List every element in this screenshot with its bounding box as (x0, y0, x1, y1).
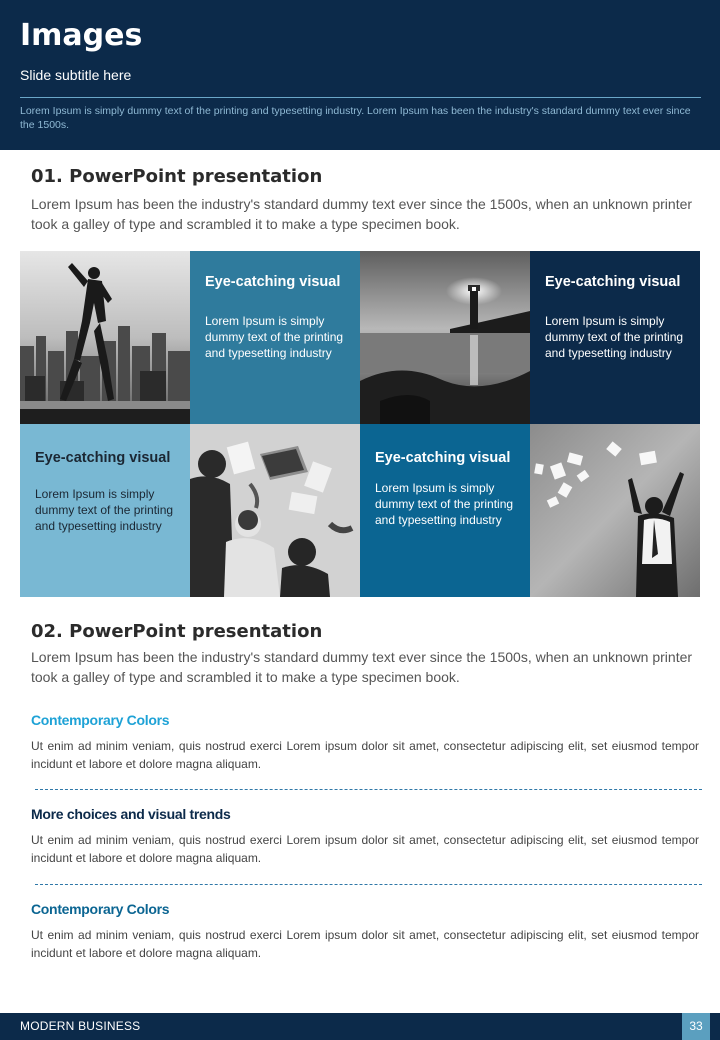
tile-heading: Eye-catching visual (545, 274, 681, 290)
item-divider (35, 884, 702, 885)
item-divider (35, 789, 702, 790)
tile-body: Lorem Ipsum is simply dummy text of the printing and typesetting industry (545, 314, 684, 360)
item-1-heading: Contemporary Colors (31, 712, 170, 728)
header-lead-text: Lorem Ipsum is simply dummy text of the printing and typesetting industry. Lorem Ipsum has been the industry's standard dummy text ever since the 1500s. (20, 105, 691, 131)
tile-body: Lorem Ipsum is simply dummy text of the printing and typesetting industry (35, 487, 174, 533)
section-1-text: Lorem Ipsum has been the industry's standard dummy text ever since the 1500s, when an unknown printer took a galley of type and scrambled it to make a type specimen book. (31, 196, 693, 232)
item-2-heading: More choices and visual trends (31, 806, 231, 822)
tile-heading: Eye-catching visual (35, 450, 171, 466)
item-1-text: Ut enim ad minim veniam, quis nostrud exerci Lorem ipsum dolor sit amet, consectetur adipiscing elit, set eiusmod tempor incidunt et labore et dolore magna aliquam. (31, 739, 699, 771)
page-number: 33 (682, 1013, 710, 1040)
team-meeting-photo (190, 424, 360, 597)
lighthouse-photo (360, 251, 530, 424)
tile-heading: Eye-catching visual (375, 450, 511, 466)
header-divider (20, 97, 701, 98)
section-2-title: 02. PowerPoint presentation (31, 621, 323, 642)
tile-body: Lorem Ipsum is simply dummy text of the printing and typesetting industry (375, 481, 514, 527)
feature-tile-4 (360, 424, 530, 597)
tile-heading: Eye-catching visual (205, 274, 341, 290)
feature-tile-1 (190, 251, 360, 424)
visual-grid (20, 251, 700, 597)
feature-tile-2 (530, 251, 700, 424)
section-1-title: 01. PowerPoint presentation (31, 166, 323, 187)
item-3-heading: Contemporary Colors (31, 901, 170, 917)
papers-thrown-photo (530, 424, 700, 597)
section-2-text: Lorem Ipsum has been the industry's standard dummy text ever since the 1500s, when an unknown printer took a galley of type and scrambled it to make a type specimen book. (31, 649, 693, 685)
businessman-on-ledge-photo (20, 251, 190, 424)
tile-body: Lorem Ipsum is simply dummy text of the printing and typesetting industry (205, 314, 344, 360)
feature-tile-3 (20, 424, 190, 597)
page-subtitle: Slide subtitle here (20, 67, 132, 83)
item-3-text: Ut enim ad minim veniam, quis nostrud exerci Lorem ipsum dolor sit amet, consectetur adipiscing elit, set eiusmod tempor incidunt et labore et dolore magna aliquam. (31, 928, 699, 960)
footer-label: MODERN BUSINESS (20, 1019, 141, 1033)
slide-header (0, 0, 720, 150)
item-2-text: Ut enim ad minim veniam, quis nostrud exerci Lorem ipsum dolor sit amet, consectetur adipiscing elit, set eiusmod tempor incidunt et labore et dolore magna aliquam. (31, 833, 699, 865)
slide-footer (0, 1013, 720, 1040)
page-title: Images (20, 18, 143, 53)
